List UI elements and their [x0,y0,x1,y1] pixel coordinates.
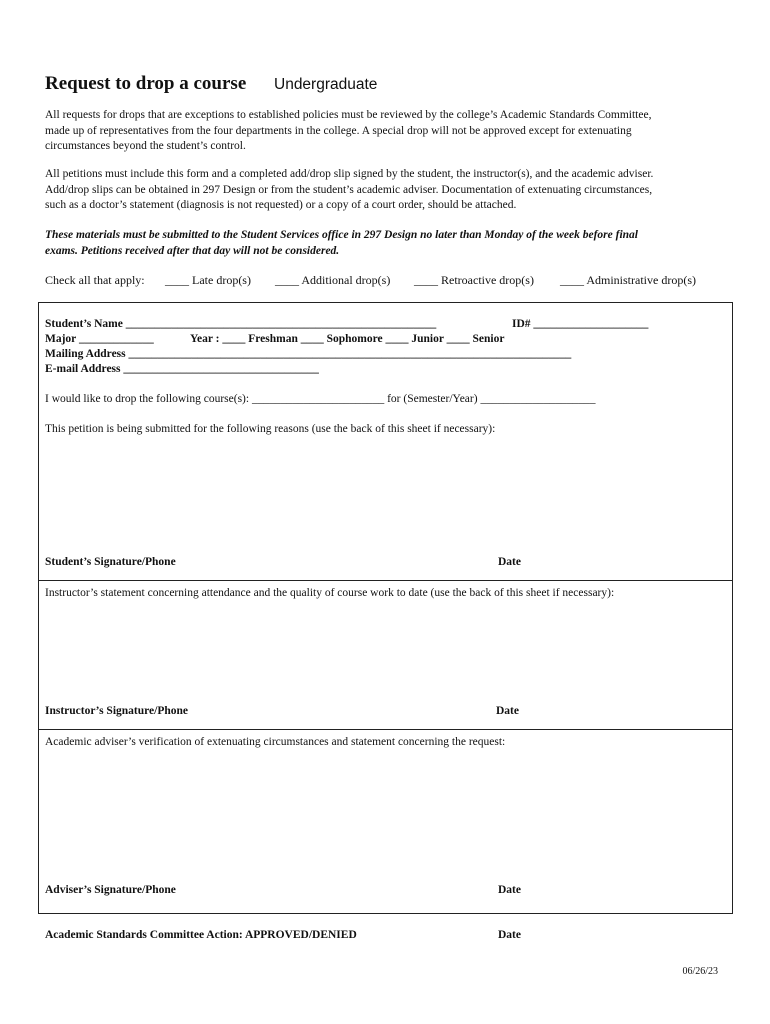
intro-paragraph-2-line: Add/drop slips can be obtained in 297 Design or from the student’s academic adviser. Documentation of extenuating circumstances, [45,183,653,196]
year-selection[interactable]: Year : ____ Freshman ____ Sophomore ____ Junior ____ Senior [190,333,505,345]
checkbox-late-drop[interactable]: ____ Late drop(s) [165,273,251,287]
reasons-prompt: This petition is being submitted for the following reasons (use the back of this sheet if necessary): [45,423,496,435]
intro-paragraph-2 [45,167,735,214]
form-subtitle: Undergraduate [274,76,378,93]
committee-date-label: Date [498,929,521,941]
course-drop-field[interactable]: I would like to drop the following course(s): _______________________ for (Semester/Year) ____________________ [45,393,596,405]
intro-paragraph-1 [45,108,735,155]
email-field[interactable]: E-mail Address __________________________________ [45,363,319,375]
intro-paragraph-2-line: All petitions must include this form and a completed add/drop slip signed by the student, the instructor(s), and the academic adviser. [45,168,654,180]
instructor-date-label: Date [496,705,519,717]
intro-paragraph-1-line: All requests for drops that are exceptions to established policies must be reviewed by the college’s Academic Standards Committee, [45,109,652,121]
checkbox-retroactive-drop[interactable]: ____ Retroactive drop(s) [414,273,534,287]
student-id-field[interactable]: ID# ____________________ [512,318,649,330]
intro-paragraph-1-line: made up of representatives from the four departments in the college. A special drop will not be approved except for extenuating [45,124,632,137]
adviser-signature-label: Adviser’s Signature/Phone [45,884,176,896]
checkbox-additional-drop[interactable]: ____ Additional drop(s) [275,273,391,287]
student-name-field[interactable]: Student’s Name ______________________________________________________ [45,318,437,330]
student-date-label: Date [498,556,521,568]
form-title: Request to drop a course [45,73,247,94]
adviser-prompt: Academic adviser’s verification of extenuating circumstances and statement concerning the request: [45,736,506,748]
adviser-date-label: Date [498,884,521,896]
submission-notice [45,228,735,259]
submission-notice-line: These materials must be submitted to the Student Services office in 297 Design no later than Monday of the week before final [45,229,638,241]
mailing-address-field[interactable]: Mailing Address _____________________________________________________________________________ [45,348,572,360]
submission-notice-line: exams. Petitions received after that day will not be considered. [45,244,340,257]
revision-date: 06/26/23 [682,966,718,977]
instructor-signature-label: Instructor’s Signature/Phone [45,705,189,717]
intro-paragraph-1-line: circumstances beyond the student’s control. [45,140,246,152]
intro-paragraph-2-line: such as a doctor’s statement (diagnosis is not requested) or a copy of a court order, should be attached. [45,199,517,211]
student-signature-label: Student’s Signature/Phone [45,556,176,568]
major-field[interactable]: Major _____________ [45,333,154,345]
instructor-prompt: Instructor’s statement concerning attendance and the quality of course work to date (use the back of this sheet if necessary): [45,587,615,599]
committee-action-label: Academic Standards Committee Action: APPROVED/DENIED [45,929,357,941]
checklist-prompt: Check all that apply: [45,273,145,287]
checkbox-administrative-drop[interactable]: ____ Administrative drop(s) [560,273,696,287]
